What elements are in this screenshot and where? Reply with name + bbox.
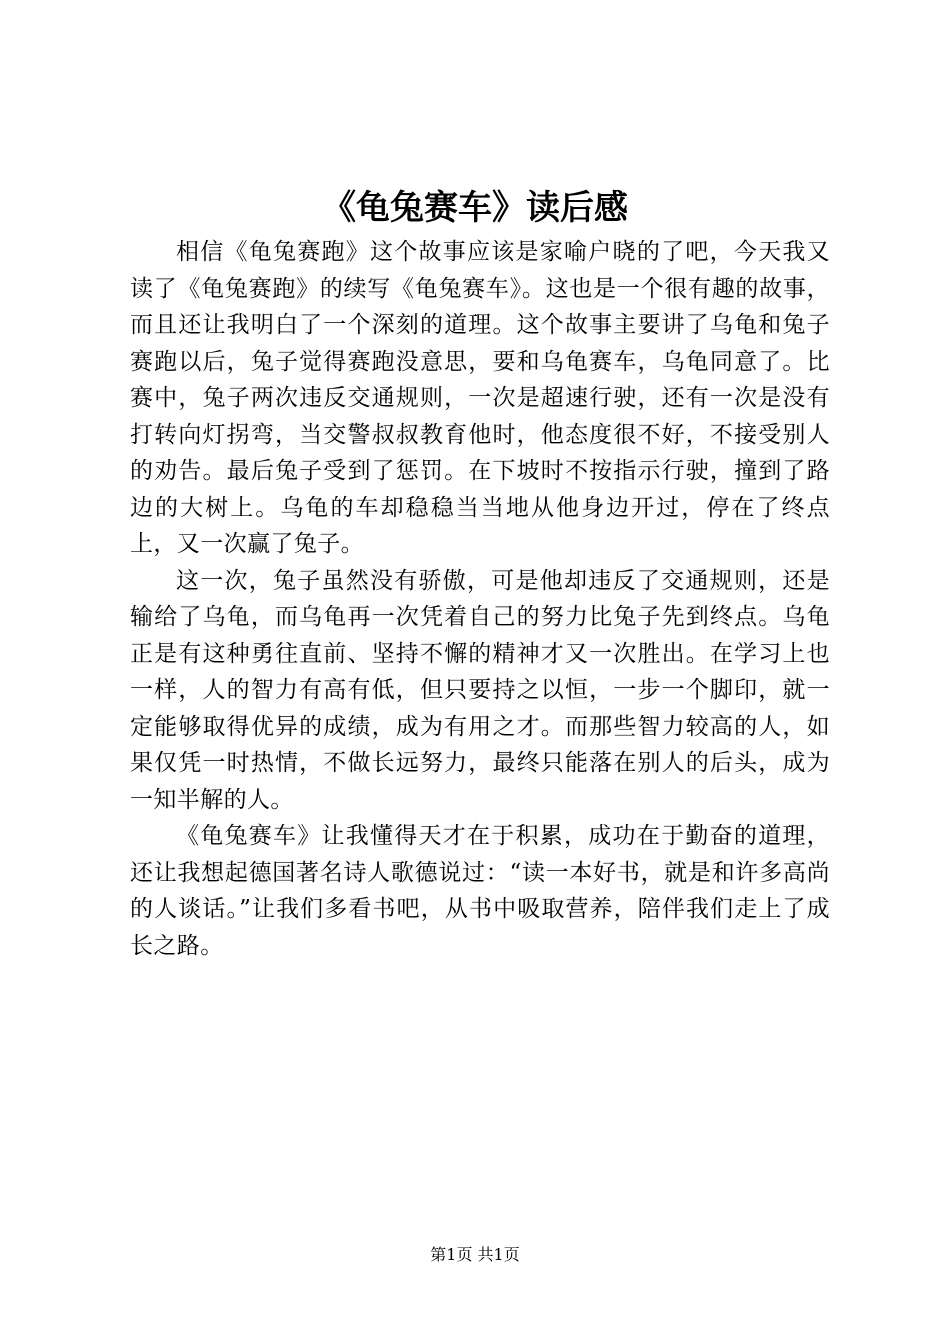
document-title: 《龟兔赛车》读后感 <box>322 188 628 228</box>
page-footer <box>0 1243 950 1267</box>
paragraph-3: 《龟兔赛车》让我懂得天才在于积累，成功在于勤奋的道理，还让我想起德国著名诗人歌德说过：“读一本好书，就是和许多高尚的人谈话。”让我们多看书吧，从书中吸取营养，陪伴我们走上了成长之路。 <box>130 823 830 959</box>
paragraph-2: 这一次，兔子虽然没有骄傲，可是他却违反了交通规则，还是输给了乌龟，而乌龟再一次凭着自己的努力比兔子先到终点。乌龟正是有这种勇往直前、坚持不懈的精神才又一次胜出。在学习上也一样，人的智力有高有低，但只要持之以恒，一步一个脚印，就一定能够取得优异的成绩，成为有用之才。而那些智力较高的人，如果仅凭一时热情，不做长远努力，最终只能落在别人的后头，成为一知半解的人。 <box>130 567 830 813</box>
document-body <box>130 234 830 964</box>
page-number-label: 第1页 共1页 <box>430 1245 520 1264</box>
paragraph-1: 相信《龟兔赛跑》这个故事应该是家喻户晓的了吧，今天我又读了《龟兔赛跑》的续写《龟兔赛车》。这也是一个很有趣的故事，而且还让我明白了一个深刻的道理。这个故事主要讲了乌龟和兔子赛跑以后，兔子觉得赛跑没意思，要和乌龟赛车，乌龟同意了。比赛中，兔子两次违反交通规则，一次是超速行驶，还有一次是没有打转向灯拐弯，当交警叔叔教育他时，他态度很不好，不接受别人的劝告。最后兔子受到了惩罚。在下坡时不按指示行驶，撞到了路边的大树上。乌龟的车却稳稳当当地从他身边开过，停在了终点上，又一次赢了兔子。 <box>130 239 830 557</box>
